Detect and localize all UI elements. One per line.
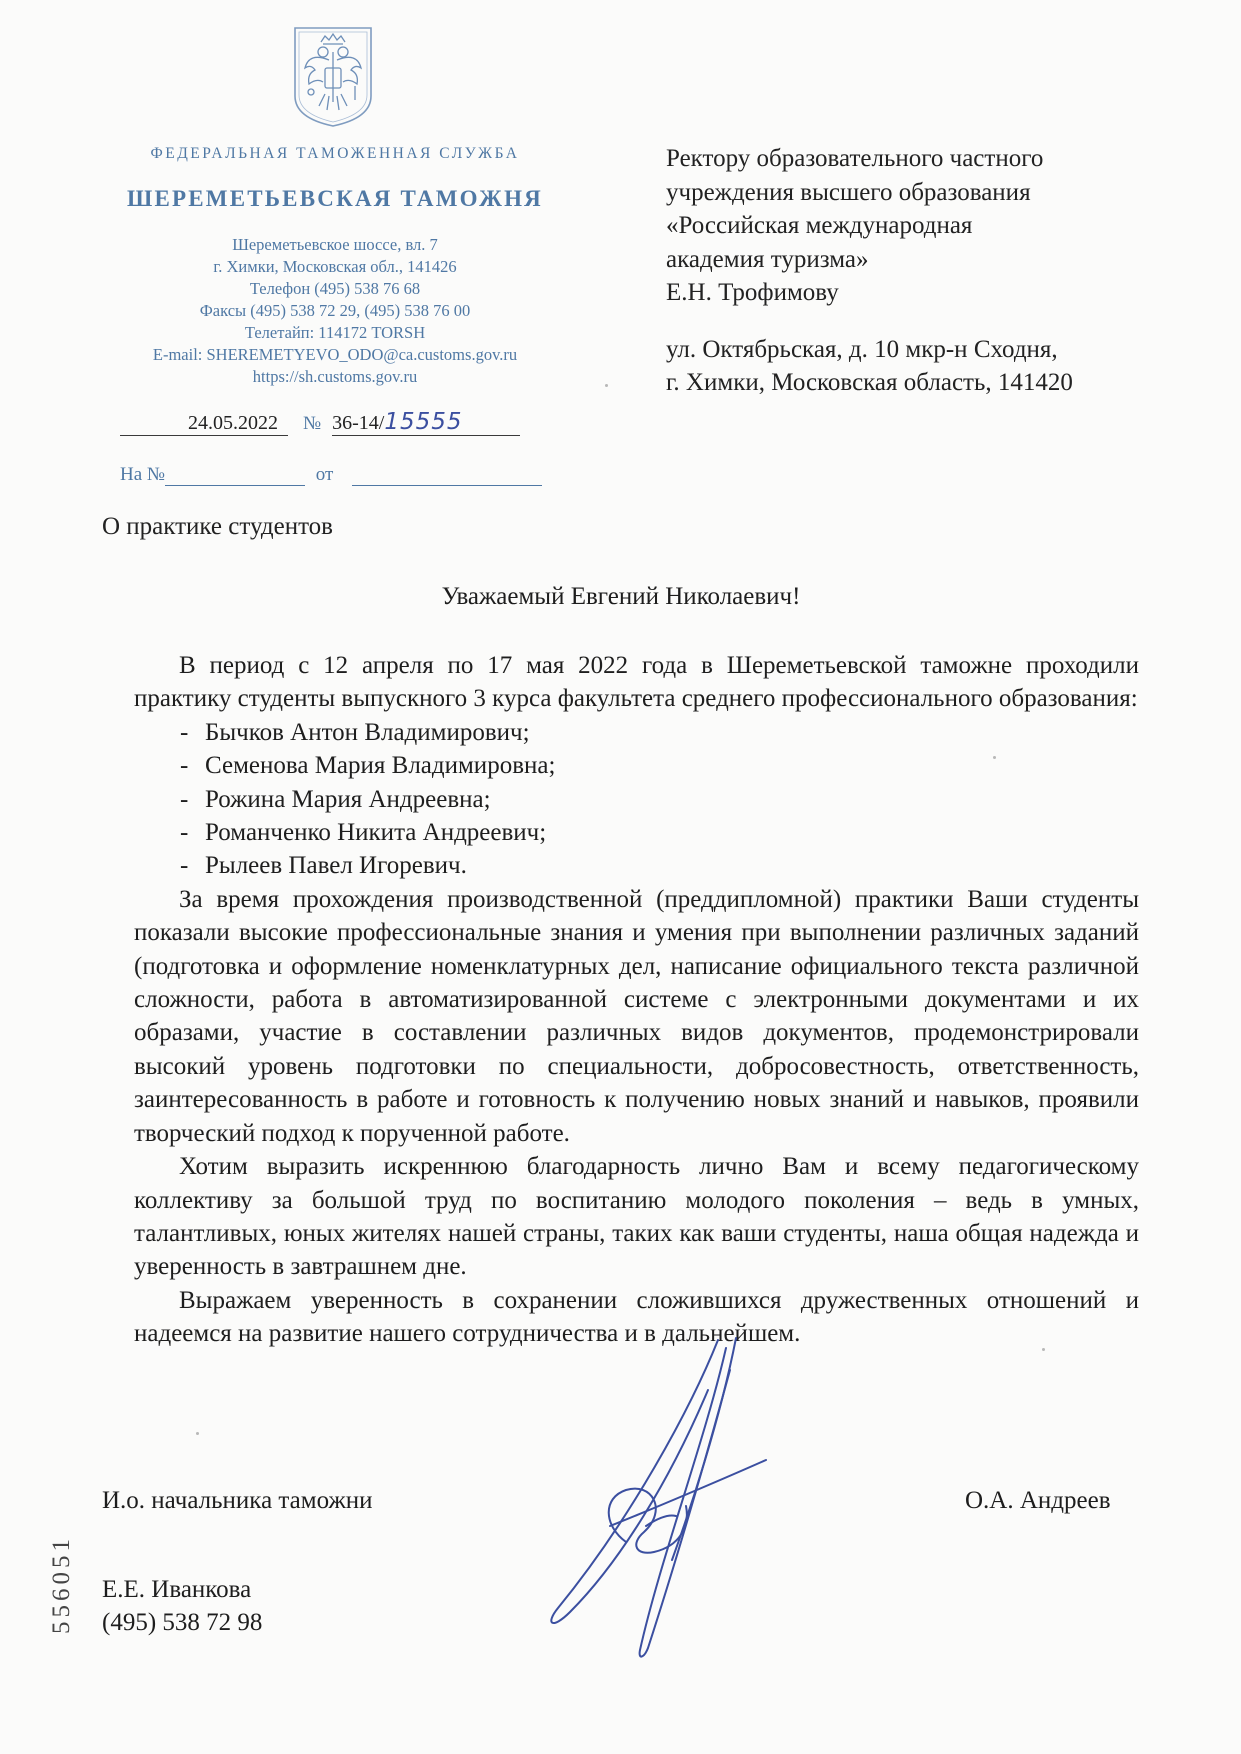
contact-line: Телефон (495) 538 76 68 — [249, 279, 421, 298]
contact-line: Шереметьевское шоссе, вл. 7 — [232, 235, 438, 254]
scan-speck — [1042, 1348, 1045, 1351]
contact-line: Факсы (495) 538 72 29, (495) 538 76 00 — [199, 301, 471, 320]
list-item — [134, 783, 1139, 816]
letterhead-contacts — [90, 234, 580, 388]
student-name: Романченко Никита Андреевич; — [205, 819, 547, 847]
addressee-line: Ректору образовательного частного — [666, 145, 1044, 172]
executor-phone: (495) 538 72 98 — [102, 1609, 263, 1636]
student-name: Рожина Мария Андреевна; — [205, 785, 491, 813]
scan-speck — [605, 384, 608, 387]
ref-number-blank — [165, 467, 305, 486]
number-label: № — [303, 413, 322, 434]
addressee-line: «Российская международная — [666, 212, 973, 239]
addressee-address-line: ул. Октябрьская, д. 10 мкр-н Сходня, — [666, 335, 1058, 363]
double-headed-eagle-icon — [289, 24, 377, 128]
contact-line: Телетайп: 114172 TORSH — [244, 323, 426, 342]
list-item — [134, 716, 1139, 749]
contact-line: E-mail: SHEREMETYEVO_ODO@ca.customs.gov.ru — [152, 345, 518, 364]
ref-from-label: от — [315, 464, 334, 485]
registration-number — [332, 409, 520, 436]
registration-date: 24.05.2022 — [120, 412, 288, 436]
signatory-name: О.А. Андреев — [965, 1487, 1111, 1514]
list-item — [134, 749, 1139, 782]
scan-speck — [993, 756, 996, 759]
list-item — [134, 816, 1139, 849]
addressee-block — [666, 142, 1073, 400]
paragraph: За время прохождения производственной (преддипломной) практики Ваши студенты показали высокие профессиональные знания и умения при выполнении различных заданий (подготовка и оформление номенклатурных дел, написание официального текста различной сложности, работа в автоматизированной системе с электронными документами и их образами, участие в составлении различных видов документов, продемонстрировали высокий уровень подготовки по специальности, добросовестность, ответственность, заинтересованность в работе и готовность к получению новых знаний и навыков, проявили творческий подход к порученной работе. — [134, 885, 1139, 1147]
list-item — [134, 849, 1139, 882]
addressee-line: академия туризма» — [666, 245, 869, 273]
handwritten-number: 15555 — [384, 409, 463, 435]
greeting: Уважаемый Евгений Николаевич! — [441, 583, 801, 610]
agency-name: ФЕДЕРАЛЬНАЯ ТАМОЖЕННАЯ СЛУЖБА — [150, 145, 520, 162]
form-number: 556051 — [48, 1535, 75, 1634]
paragraph: Хотим выразить искреннюю благодарность лично Вам и всему педагогическому коллективу за большой труд по воспитанию молодого поколения – ведь в умных, талантливых, юных жителях нашей страны, таких как ваши студенты, наша общая надежда и уверенность в завтрашнем дне. — [134, 1153, 1139, 1281]
addressee-address-line: г. Химки, Московская область, 141420 — [666, 369, 1073, 396]
handwritten-signature — [540, 1330, 770, 1665]
ref-date-blank — [352, 467, 542, 486]
letter-subject: О практике студентов — [102, 513, 333, 540]
registration-line — [120, 409, 520, 436]
ref-label: На № — [120, 464, 166, 485]
letter-body — [134, 649, 1139, 1351]
student-name: Бычков Антон Владимирович; — [205, 718, 530, 746]
paragraph: В период с 12 апреля по 17 мая 2022 года в Шереметьевской таможне проходили практику студенты выпускного 3 курса факультета среднего профессионального образования: — [134, 652, 1139, 713]
number-prefix: 36-14/ — [332, 412, 385, 434]
contact-line: г. Химки, Московская обл., 141426 — [213, 257, 457, 276]
paragraph: Выражаем уверенность в сохранении сложившихся дружественных отношений и надеемся на развитие нашего сотрудничества и в дальнейшем. — [134, 1286, 1139, 1348]
student-list — [134, 716, 1139, 883]
reference-line — [120, 464, 542, 486]
addressee-line: учреждения высшего образования — [666, 178, 1031, 206]
contact-line: https://sh.customs.gov.ru — [252, 367, 418, 386]
executor-block — [102, 1573, 262, 1639]
customs-office-name: ШЕРЕМЕТЬЕВСКАЯ ТАМОЖНЯ — [127, 186, 543, 211]
addressee-line: Е.Н. Трофимову — [666, 279, 839, 306]
student-name: Рылеев Павел Игоревич. — [205, 852, 467, 880]
student-name: Семенова Мария Владимировна; — [205, 752, 556, 780]
signatory-position: И.о. начальника таможни — [102, 1487, 373, 1514]
executor-name: Е.Е. Иванкова — [102, 1576, 252, 1603]
scan-speck — [196, 1432, 199, 1435]
